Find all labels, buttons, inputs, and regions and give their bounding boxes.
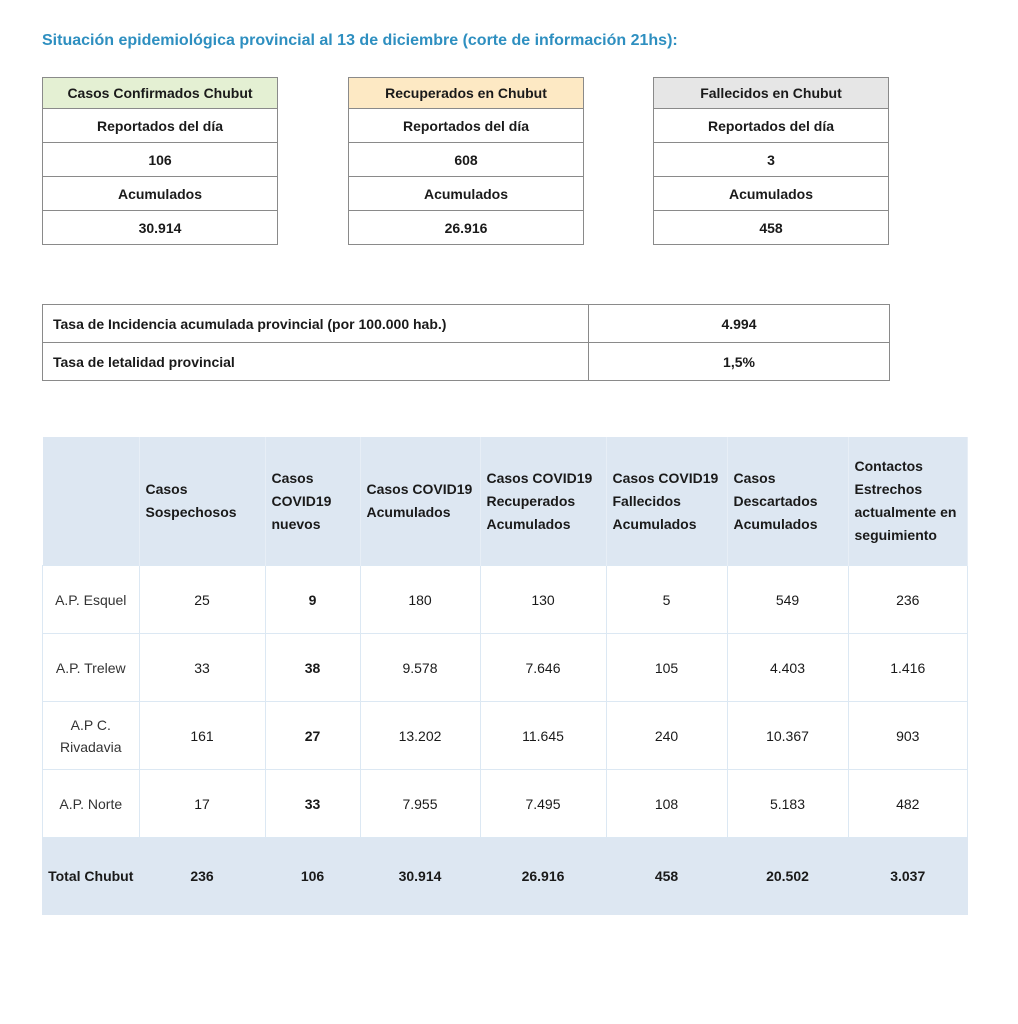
- zone-name: A.P. Norte: [43, 770, 140, 838]
- table-row: [43, 566, 968, 634]
- table-cell: 161: [139, 702, 265, 770]
- table-cell: 5.183: [727, 770, 848, 838]
- column-header: Casos COVID19 Recuperados Acumulados: [480, 437, 606, 566]
- table-cell: 17: [139, 770, 265, 838]
- day-value: 3: [654, 143, 889, 177]
- table-cell: 7.955: [360, 770, 480, 838]
- total-cell: 236: [139, 838, 265, 915]
- cumulative-value: 458: [654, 211, 889, 245]
- rate-row: [43, 343, 890, 381]
- zone-name: A.P. Esquel: [43, 566, 140, 634]
- total-cell: 20.502: [727, 838, 848, 915]
- column-header: Casos COVID19 Acumulados: [360, 437, 480, 566]
- table-row: [43, 702, 968, 770]
- table-cell: 11.645: [480, 702, 606, 770]
- rate-value: 4.994: [589, 305, 890, 343]
- zones-table: [42, 437, 968, 915]
- cumulative-value: 30.914: [43, 211, 278, 245]
- table-cell: 482: [848, 770, 968, 838]
- table-cell: 9.578: [360, 634, 480, 702]
- table-cell: 180: [360, 566, 480, 634]
- day-value: 608: [349, 143, 584, 177]
- zone-name: A.P. Trelew: [43, 634, 140, 702]
- page-title: Situación epidemiológica provincial al 13 de diciembre (corte de información 21hs):: [42, 32, 678, 49]
- table-cell: 7.646: [480, 634, 606, 702]
- column-header: Casos COVID19 Fallecidos Acumulados: [606, 437, 727, 566]
- total-cell: 458: [606, 838, 727, 915]
- table-cell: 4.403: [727, 634, 848, 702]
- total-cell: 26.916: [480, 838, 606, 915]
- table-cell: 240: [606, 702, 727, 770]
- column-header: Casos Sospechosos: [139, 437, 265, 566]
- table-cell: 33: [265, 770, 360, 838]
- table-cell: 7.495: [480, 770, 606, 838]
- rate-row: [43, 305, 890, 343]
- table-cell: 10.367: [727, 702, 848, 770]
- table-cell: 38: [265, 634, 360, 702]
- total-row: [43, 838, 968, 915]
- day-value: 106: [43, 143, 278, 177]
- recovered-box: [348, 77, 584, 245]
- deceased-box: [653, 77, 889, 245]
- table-cell: 105: [606, 634, 727, 702]
- table-cell: 13.202: [360, 702, 480, 770]
- confirmed-cases-box: [42, 77, 278, 245]
- table-cell: 108: [606, 770, 727, 838]
- table-cell: 903: [848, 702, 968, 770]
- table-cell: 130: [480, 566, 606, 634]
- box-header: Fallecidos en Chubut: [654, 78, 889, 109]
- table-cell: 27: [265, 702, 360, 770]
- table-cell: 1.416: [848, 634, 968, 702]
- column-header: [43, 437, 140, 566]
- cumulative-label: Acumulados: [349, 177, 584, 211]
- rates-table: [42, 304, 890, 381]
- total-cell: 30.914: [360, 838, 480, 915]
- total-cell: 106: [265, 838, 360, 915]
- box-header: Recuperados en Chubut: [349, 78, 584, 109]
- total-label: Total Chubut: [43, 838, 140, 915]
- column-header: Contactos Estrechos actualmente en seguimiento: [848, 437, 968, 566]
- zone-name: A.P C. Rivadavia: [43, 702, 140, 770]
- cumulative-label: Acumulados: [43, 177, 278, 211]
- column-header: Casos COVID19 nuevos: [265, 437, 360, 566]
- cumulative-value: 26.916: [349, 211, 584, 245]
- day-label: Reportados del día: [654, 109, 889, 143]
- box-header: Casos Confirmados Chubut: [43, 78, 278, 109]
- rate-label: Tasa de letalidad provincial: [43, 343, 589, 381]
- table-cell: 5: [606, 566, 727, 634]
- table-cell: 33: [139, 634, 265, 702]
- table-row: [43, 770, 968, 838]
- day-label: Reportados del día: [43, 109, 278, 143]
- table-cell: 236: [848, 566, 968, 634]
- column-header: Casos Descartados Acumulados: [727, 437, 848, 566]
- table-cell: 25: [139, 566, 265, 634]
- rate-value: 1,5%: [589, 343, 890, 381]
- table-cell: 549: [727, 566, 848, 634]
- total-cell: 3.037: [848, 838, 968, 915]
- table-header-row: [43, 437, 968, 566]
- day-label: Reportados del día: [349, 109, 584, 143]
- table-cell: 9: [265, 566, 360, 634]
- cumulative-label: Acumulados: [654, 177, 889, 211]
- table-row: [43, 634, 968, 702]
- rate-label: Tasa de Incidencia acumulada provincial (por 100.000 hab.): [43, 305, 589, 343]
